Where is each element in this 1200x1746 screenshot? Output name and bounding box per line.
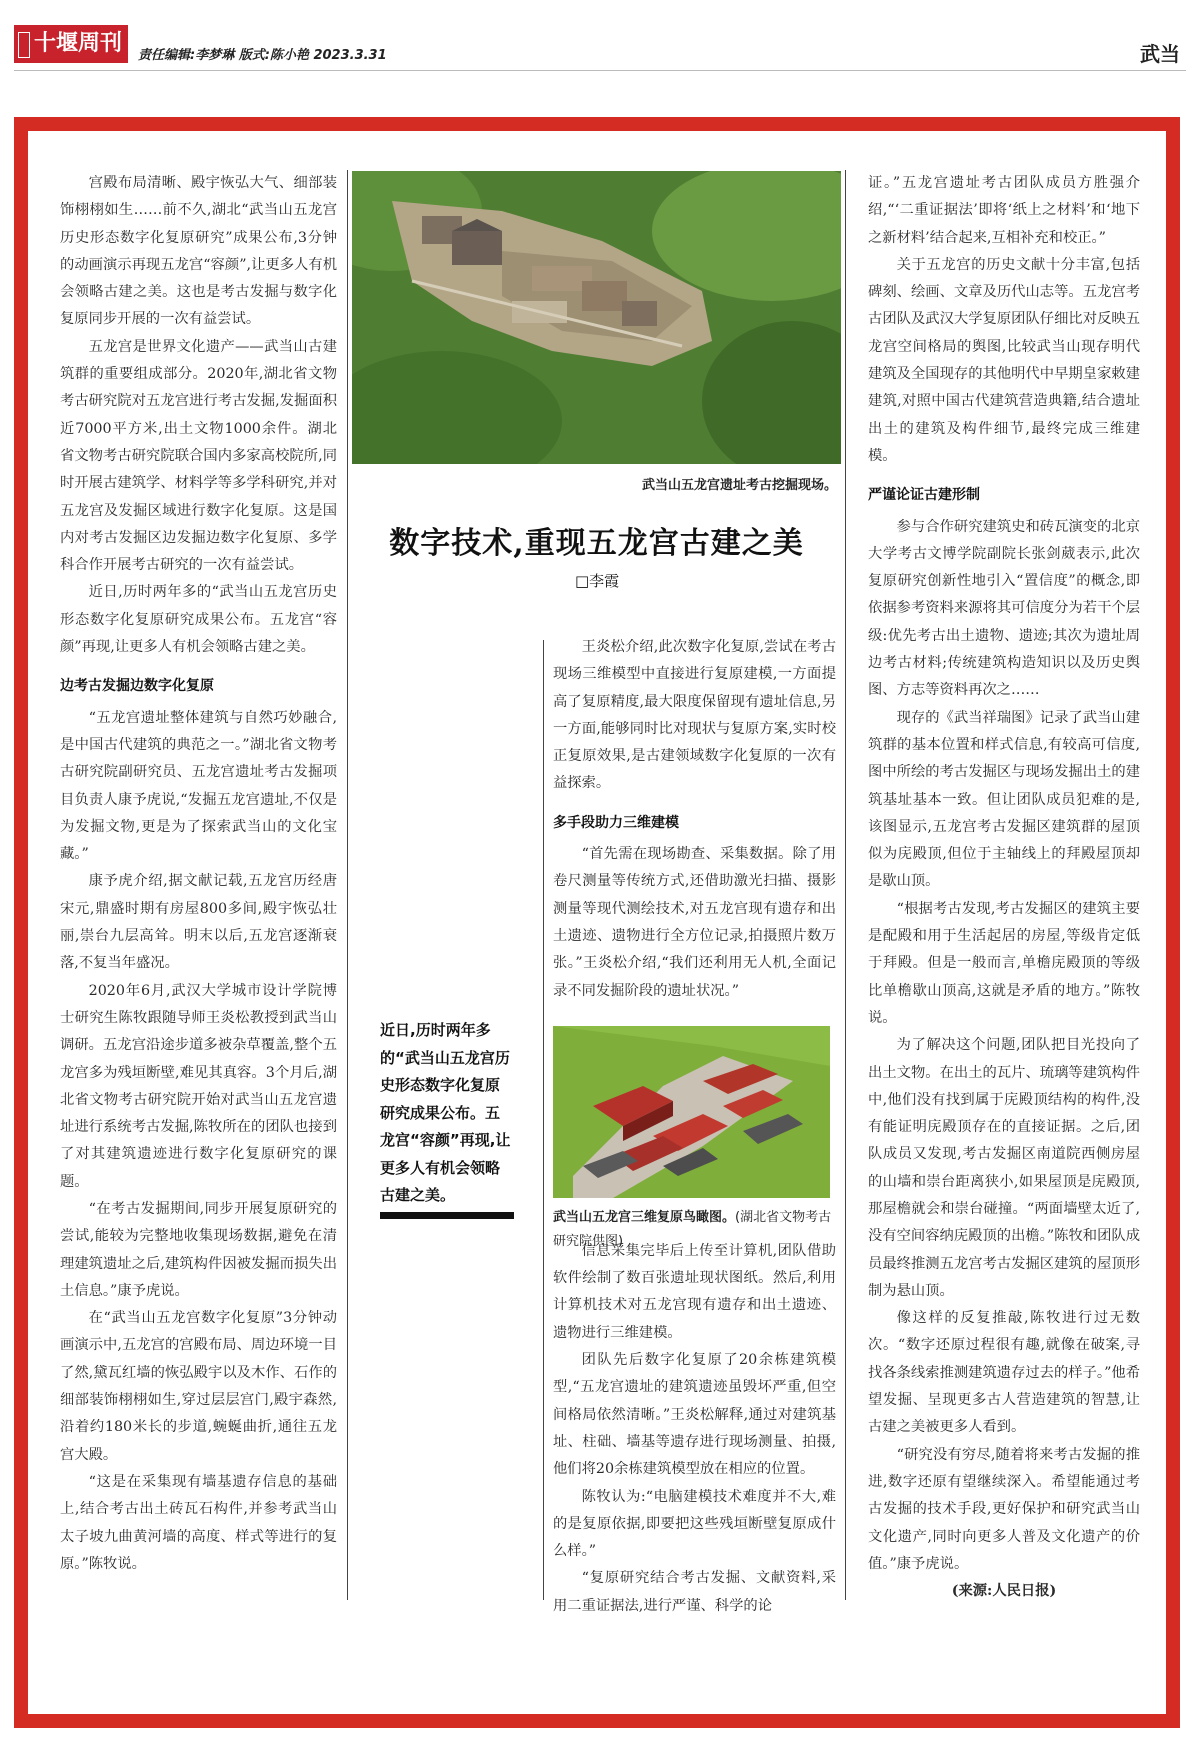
pull-quote: 近日,历时两年多的“武当山五龙宫历史形态数字化复原研究成果公布。五龙宫“容颜”再现,让更多人有机会领略古建之美。	[380, 1021, 511, 1204]
paragraph: 康予虎介绍,据文献记载,五龙宫历经唐宋元,鼎盛时期有房屋800多间,殿宇恢弘壮丽,崇台九层高耸。明末以后,五龙宫逐渐衰落,不复当年盛况。	[60, 873, 337, 972]
3d-reconstruction-render	[553, 1026, 830, 1198]
subheading: 边考古发掘边数字化复原	[60, 678, 214, 695]
source-credit: (来源:人民日报)	[951, 1583, 1057, 1600]
paragraph: “根据考古发现,考古发掘区的建筑主要是配殿和用于生活起居的房屋,等级肯定低于拜殿。但是一般而言,单檐庑殿顶的等级比单檐歇山顶高,这就是矛盾的地方。”陈牧说。	[868, 900, 1140, 1026]
paragraph: 王炎松介绍,此次数字化复原,尝试在考古现场三维模型中直接进行复原建模,一方面提高了复原精度,最大限度保留现有遗址信息,另一方面,能够同时比对现状与复原方案,实时校正复原效果,是古建领域数字化复原的一次有益探索。	[553, 639, 836, 792]
column-rule	[845, 170, 846, 1600]
paragraph: “在考古发掘期间,同步开展复原研究的尝试,能较为完整地收集现场数据,避免在清理建筑遗址之后,建筑构件因被发掘而损失出土信息。”康予虎说。	[60, 1200, 337, 1299]
paragraph: “复原研究结合考古发掘、文献资料,采用二重证据法,进行严谨、科学的论	[553, 1570, 836, 1614]
page-header	[0, 0, 1200, 80]
render-caption-main: 武当山五龙宫三维复原鸟瞰图。	[553, 1210, 736, 1225]
render-caption	[553, 1206, 836, 1254]
paragraph: “研究没有穷尽,随着将来考古发掘的推进,数字还原有望继续深入。希望能通过考古发掘的技术手段,更好保护和研究武当山文化遗产,同时向更多人普及文化遗产的价值。”康予虎说。	[868, 1446, 1140, 1572]
photo-caption: 武当山五龙宫遗址考古挖掘现场。	[642, 478, 838, 493]
subheading: 多手段助力三维建模	[553, 814, 679, 831]
paragraph: 证。”五龙宫遗址考古团队成员方胜强介绍,“‘二重证据法’即将‘纸上之材料’和‘地下之新材料’结合起来,互相补充和校正。”	[868, 175, 1140, 246]
paragraph: 宫殿布局清晰、殿宇恢弘大气、细部装饰栩栩如生……前不久,湖北“武当山五龙宫历史形态数字化复原研究”成果公布,3分钟的动画演示再现五龙宫“容颜”,让更多人有机会领略古建之美。这也是考古发掘与数字化复原同步开展的一次有益尝试。	[60, 175, 337, 328]
paragraph: 像这样的反复推敲,陈牧进行过无数次。“数字还原过程很有趣,就像在破案,寻找各条线索推测建筑遗存过去的样子。”他希望发掘、呈现更多古人营造建筑的智慧,让古建之美被更多人看到。	[868, 1310, 1140, 1436]
section-name: 武当	[1140, 42, 1180, 66]
column-3	[868, 170, 1140, 1605]
excavation-site-photo	[352, 171, 841, 464]
paragraph: 在“武当山五龙宫数字化复原”3分钟动画演示中,五龙宫的宫殿布局、周边环境一目了然,黛瓦红墙的恢弘殿宇以及木作、石作的细部装饰栩栩如生,穿过层层宫门,殿宇森然,沿着约180米长的步道,蜿蜒曲折,通往五龙宫大殿。	[60, 1310, 337, 1463]
paragraph: 关于五龙宫的历史文献十分丰富,包括碑刻、绘画、文章及历代山志等。五龙宫考古团队及武汉大学复原团队仔细比对反映五龙宫空间格局的舆图,比较武当山现存明代建筑及全国现存的其他明代中早期皇家敕建建筑,对照中国古代建筑营造典籍,结合遗址出土的建筑及构件细节,最终完成三维建模。	[868, 256, 1140, 464]
column-rule	[543, 640, 544, 1600]
logo-mark-icon	[18, 32, 30, 58]
subheading: 严谨论证古建形制	[868, 487, 980, 504]
header-divider	[14, 70, 1186, 71]
paragraph: “这是在采集现有墙基遗存信息的基础上,结合考古出土砖瓦石构件,并参考武当山太子坡九曲黄河墙的高度、样式等进行的复原。”陈牧说。	[60, 1473, 337, 1572]
column-1	[60, 170, 337, 1578]
paragraph: 信息采集完毕后上传至计算机,团队借助软件绘制了数百张遗址现状图纸。然后,利用计算机技术对五龙宫现有遗存和出土遗迹、遗物进行三维建模。	[553, 1242, 836, 1341]
author-byline: □李霞	[575, 572, 620, 590]
render-caption-credit: (湖北省文物考古研究院供图)	[553, 1210, 832, 1249]
paragraph: 2020年6月,武汉大学城市设计学院博士研究生陈牧跟随导师王炎松教授到武当山调研。五龙宫沿途步道多被杂草覆盖,整个五龙宫多为残垣断壁,难见其真容。3个月后,湖北省文物考古研究院开始对武当山五龙宫遗址进行系统考古发掘,陈牧所在的团队也接到了对其建筑遗迹进行数字化复原研究的课题。	[60, 982, 337, 1190]
paragraph: 陈牧认为:“电脑建模技术难度并不大,难的是复原依据,即要把这些残垣断壁复原成什么样。”	[553, 1488, 836, 1560]
paragraph: 为了解决这个问题,团队把目光投向了出土文物。在出土的瓦片、琉璃等建筑构件中,他们没有找到属于庑殿顶结构的构件,没有能证明庑殿顶存在的直接证据。之后,团队成员又发现,考古发掘区南道院西侧房屋的山墙和崇台距离狭小,如果屋顶是庑殿顶,那屋檐就会和崇台碰撞。“两面墙壁太近了,没有空间容纳庑殿顶的出檐。”陈牧和团队成员最终推测五龙宫考古发掘区建筑的屋顶形制为悬山顶。	[868, 1037, 1140, 1299]
masthead-logo-text: 十堰周刊	[33, 31, 122, 56]
column-rule	[347, 170, 348, 1600]
paragraph: 近日,历时两年多的“武当山五龙宫历史形态数字化复原研究成果公布。五龙宫“容颜”再现,让更多人有机会领略古建之美。	[60, 584, 337, 656]
editor-info: 责任编辑:李梦琳 版式:陈小艳 2023.3.31	[138, 48, 387, 63]
paragraph: “五龙宫遗址整体建筑与自然巧妙融合,是中国古代建筑的典范之一。”湖北省文物考古研究院副研究员、五龙宫遗址考古发掘项目负责人康予虎说,“发掘五龙宫遗址,不仅是为发掘文物,更是为了探索武当山的文化宝藏。”	[60, 709, 337, 863]
paragraph: 团队先后数字化复原了20余栋建筑模型,“五龙宫遗址的建筑遗迹虽毁坏严重,但空间格局依然清晰。”王炎松解释,通过对建筑基址、柱础、墙基等遗存进行现场测量、拍摄,他们将20余栋建筑模型放在相应的位置。	[553, 1352, 836, 1478]
paragraph: 五龙宫是世界文化遗产——武当山古建筑群的重要组成部分。2020年,湖北省文物考古研究院对五龙宫进行考古发掘,发掘面积近7000平方米,出土文物1000余件。湖北省文物考古研究院联合国内多家高校院所,同时开展古建筑学、材料学等多学科研究,并对五龙宫及发掘区域进行数字化复原。这是国内对考古发掘区边发掘边数字化复原、多学科合作开展考古研究的一次有益尝试。	[60, 338, 337, 574]
paragraph: 参与合作研究建筑史和砖瓦演变的北京大学考古文博学院副院长张剑葳表示,此次复原研究创新性地引入“置信度”的概念,即依据参考资料来源将其可信度分为若干个层级:优先考古出土遗物、遗迹;其次为遗址周边考古材料;传统建筑构造知识以及历史舆图、方志等资料再次之……	[868, 518, 1140, 699]
paragraph: 现存的《武当祥瑞图》记录了武当山建筑群的基本位置和样式信息,有较高可信度,图中所绘的考古发掘区与现场发掘出土的建筑基址基本一致。但让团队成员犯难的是,该图显示,五龙宫考古发掘区建筑群的屋顶似为庑殿顶,但位于主轴线上的拜殿屋顶却是歇山顶。	[868, 709, 1140, 890]
article-title: 数字技术,重现五龙宫古建之美	[389, 526, 804, 561]
masthead-logo	[14, 25, 128, 63]
pull-quote-bar	[380, 1212, 514, 1219]
paragraph: “首先需在现场勘查、采集数据。除了用卷尺测量等传统方式,还借助激光扫描、摄影测量等现代测绘技术,对五龙宫现有遗存和出土遗迹、遗物进行全方位记录,拍摄照片数万张。”王炎松介绍,“我们还利用无人机,全面记录不同发掘阶段的遗址状况。”	[553, 846, 836, 999]
